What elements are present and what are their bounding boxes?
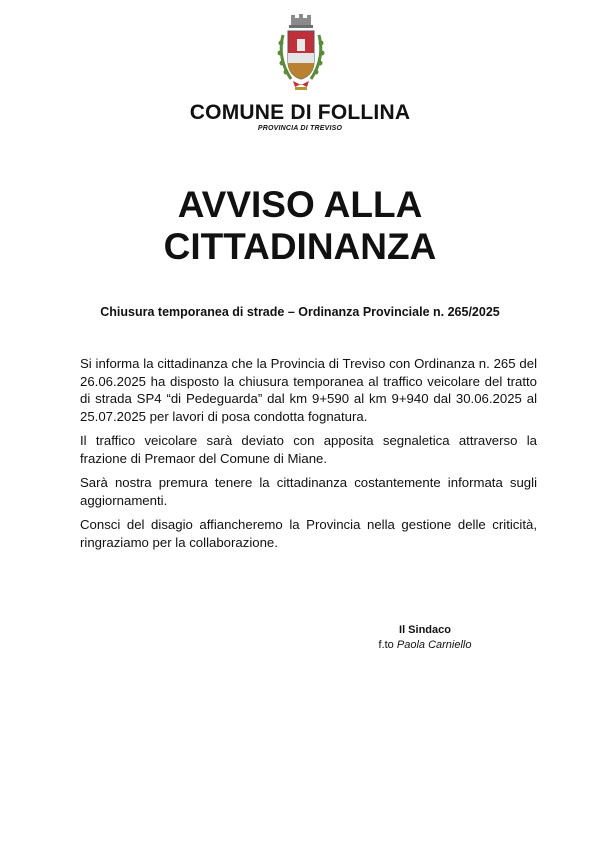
signature-prefix: f.to [378,639,394,651]
municipal-coat-of-arms-icon [269,13,333,93]
signature-line [355,638,495,653]
notice-body [80,355,537,558]
notice-title-line-2: CITTADINANZA [163,226,437,267]
provincia-name: PROVINCIA DI TREVISO [257,125,343,132]
comune-name: COMUNE DI FOLLINA [189,101,411,124]
signature-role: Il Sindaco [399,624,451,636]
signature-name: Paola Carniello [396,639,472,651]
notice-title [0,184,600,268]
body-paragraph: Si informa la cittadinanza che la Provincia di Treviso con Ordinanza n. 265 del 26.06.2025 ha disposto la chiusura temporanea al traffico veicolare del tratto di strada SP4 “di Pedeguarda” dal km 9+590 al km 9+940 dal 30.06.2025 al 25.07.2025 per lavori di posa condotta fognatura. [80,356,537,424]
notice-subtitle: Chiusura temporanea di strade – Ordinanza Provinciale n. 265/2025 [100,305,500,319]
notice-title-line-1: AVVISO ALLA [177,184,423,225]
body-paragraph: Sarà nostra premura tenere la cittadinanza costantemente informata sugli aggiornamenti. [80,475,537,508]
body-paragraph: Il traffico veicolare sarà deviato con apposita segnaletica attraverso la frazione di Premaor del Comune di Miane. [80,433,537,466]
body-paragraph: Consci del disagio affiancheremo la Provincia nella gestione delle criticità, ringraziamo per la collaborazione. [80,517,537,550]
signature-block [355,623,495,653]
